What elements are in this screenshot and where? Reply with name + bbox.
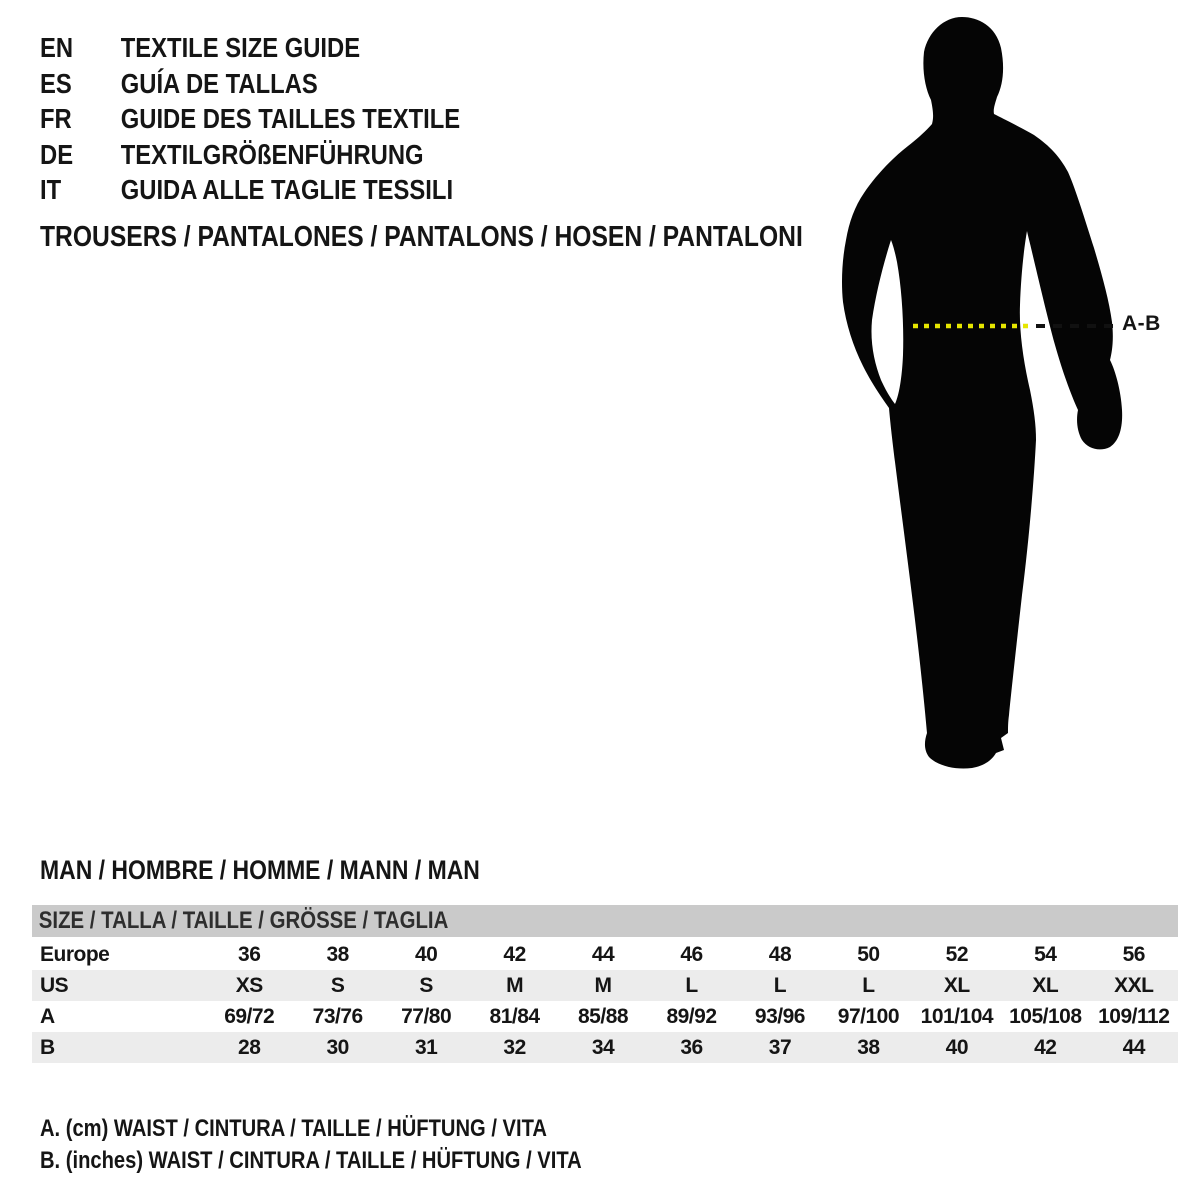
- size-value: 40: [945, 1036, 969, 1059]
- language-title: GUÍA DE TALLAS: [120, 67, 318, 99]
- size-value: L: [685, 974, 698, 997]
- size-value: 32: [503, 1036, 526, 1059]
- language-code: IT: [40, 174, 62, 205]
- language-code: DE: [40, 138, 74, 170]
- language-row: [40, 137, 460, 173]
- language-list: [40, 30, 534, 208]
- size-value: 42: [1034, 1036, 1057, 1059]
- size-value: 77/80: [401, 1005, 452, 1028]
- row-label: B: [40, 1036, 55, 1059]
- size-value: 81/84: [489, 1005, 540, 1028]
- size-value: 109/112: [1098, 1005, 1170, 1028]
- garment-title: TROUSERS / PANTALONES / PANTALONS / HOSEN / PANTALONI: [40, 221, 803, 253]
- size-value: L: [773, 974, 787, 997]
- size-value: 73/76: [312, 1005, 363, 1028]
- size-value: 69/72: [224, 1005, 275, 1028]
- size-value: 38: [857, 1036, 880, 1059]
- language-title: TEXTILE SIZE GUIDE: [120, 32, 361, 63]
- size-value: 34: [591, 1036, 615, 1059]
- man-silhouette-shape: [842, 17, 1122, 769]
- size-value: 97/100: [837, 1005, 900, 1028]
- size-value: 56: [1122, 943, 1145, 966]
- size-value: 44: [1122, 1036, 1145, 1059]
- size-value: S: [330, 974, 345, 997]
- language-row: [40, 172, 460, 208]
- language-code: FR: [40, 103, 72, 134]
- footnote-line: B. (inches) WAIST / CINTURA / TAILLE / HÜFTUNG / VITA: [40, 1147, 582, 1174]
- size-value: S: [419, 974, 433, 997]
- size-value: M: [506, 974, 524, 997]
- language-code: ES: [40, 67, 72, 99]
- man-silhouette-image: [838, 10, 1130, 780]
- size-value: 46: [680, 943, 703, 966]
- size-value: 48: [768, 943, 792, 966]
- size-value: 52: [945, 943, 969, 966]
- size-value: 44: [591, 943, 615, 966]
- table-row: [32, 1001, 1178, 1032]
- measurement-label: A-B: [1122, 312, 1161, 335]
- size-value: XXL: [1114, 974, 1154, 997]
- language-title: TEXTILGRÖßENFÜHRUNG: [120, 138, 424, 170]
- row-label: Europe: [40, 943, 110, 966]
- language-title: GUIDA ALLE TAGLIE TESSILI: [120, 174, 454, 205]
- footnotes: [40, 1113, 685, 1177]
- language-title: GUIDE DES TAILLES TEXTILE: [120, 103, 461, 134]
- size-value: 40: [414, 943, 438, 966]
- size-value: 28: [238, 1036, 261, 1059]
- size-value: XL: [1032, 974, 1059, 997]
- language-row: [40, 101, 460, 137]
- size-value: 85/88: [578, 1005, 629, 1028]
- size-value: 36: [680, 1036, 703, 1059]
- size-table-body: [32, 939, 1178, 1063]
- size-value: XS: [235, 974, 263, 997]
- size-value: 30: [326, 1036, 349, 1059]
- footnote-line: A. (cm) WAIST / CINTURA / TAILLE / HÜFTUNG / VITA: [40, 1115, 547, 1142]
- table-row: [32, 970, 1178, 1001]
- size-table: [32, 905, 1178, 1063]
- row-label: US: [40, 974, 69, 997]
- section-title: MAN / HOMBRE / HOMME / MANN / MAN: [40, 855, 480, 885]
- table-row: [32, 939, 1178, 970]
- size-value: 54: [1034, 943, 1057, 966]
- size-value: 89/92: [666, 1005, 717, 1028]
- size-value: 37: [768, 1036, 792, 1059]
- size-value: XL: [943, 974, 970, 997]
- size-value: 42: [503, 943, 526, 966]
- size-table-header-label: SIZE / TALLA / TAILLE / GRÖSSE / TAGLIA: [38, 907, 449, 934]
- size-value: M: [594, 974, 612, 997]
- size-value: 38: [326, 943, 349, 966]
- language-code: EN: [40, 32, 74, 63]
- size-value: 101/104: [920, 1005, 994, 1028]
- size-value: 36: [238, 943, 261, 966]
- table-row: [32, 1032, 1178, 1063]
- size-table-header-bar: [32, 905, 1178, 939]
- row-label: A: [40, 1005, 55, 1028]
- language-row: [40, 66, 460, 102]
- size-value: 93/96: [754, 1005, 805, 1028]
- size-value: 50: [857, 943, 880, 966]
- size-value: 31: [414, 1036, 438, 1059]
- size-value: L: [862, 974, 875, 997]
- language-row: [40, 30, 460, 66]
- size-value: 105/108: [1009, 1005, 1082, 1028]
